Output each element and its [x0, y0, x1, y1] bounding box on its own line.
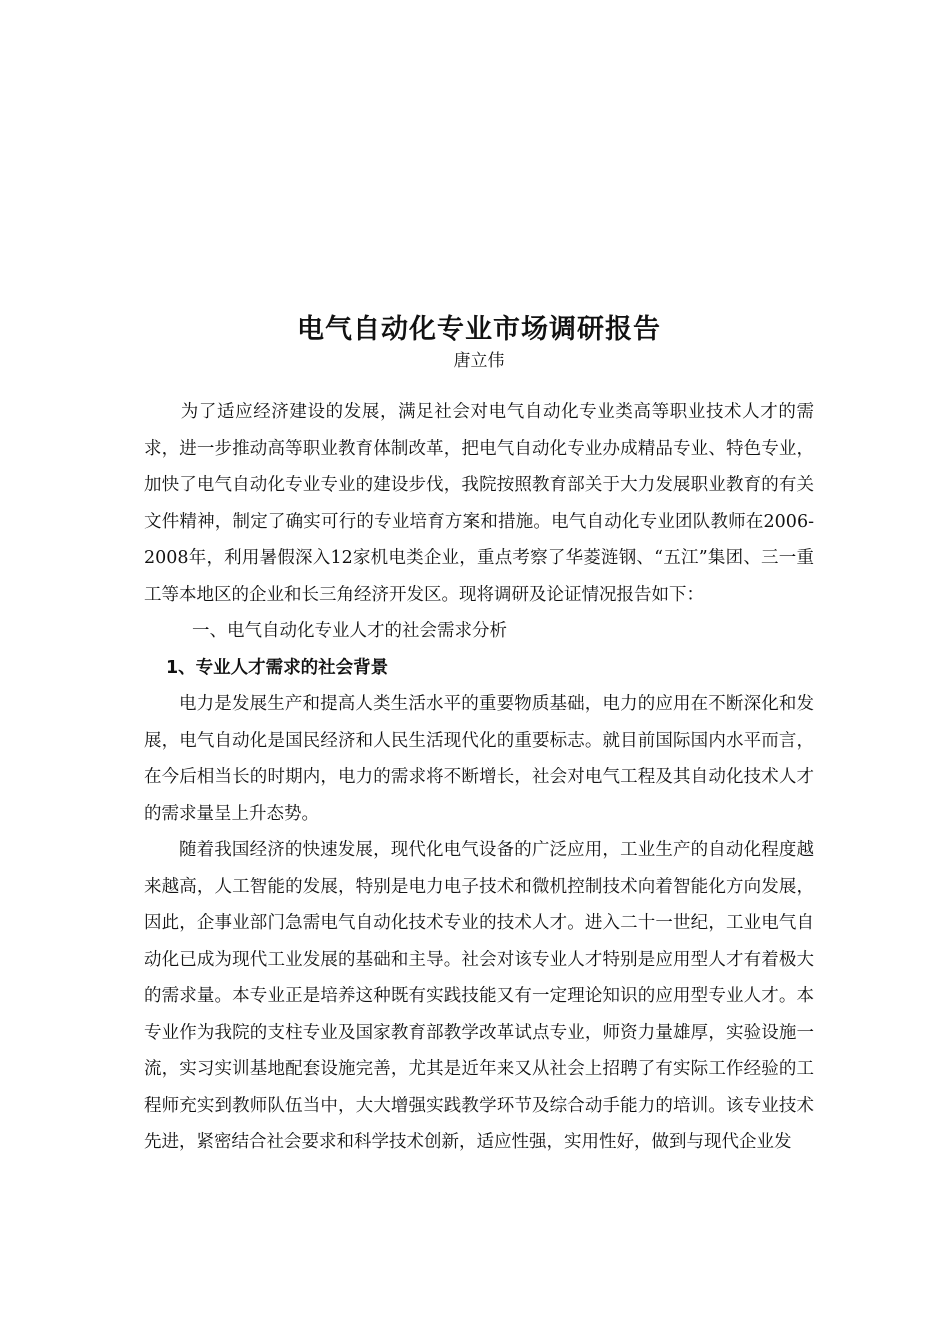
subsection-heading: 1、专业人才需求的社会背景	[166, 657, 389, 678]
intro-paragraph: 为了适应经济建设的发展，满足社会对电气自动化专业类高等职业技术人才的需求，进一步推动高等职业教育体制改革，把电气自动化专业办成精品专业、特色专业，加快了电气自动化专业专业的建设步伐，我院按照教育部关于大力发展职业教育的有关文件精神，制定了确实可行的专业培育方案和措施。电气自动化专业团队教师在2006-2008年，利用暑假深入12家机电类企业，重点考察了华菱涟钢、“五江”集团、三一重工等本地区的企业和长三角经济开发区。现将调研及论证情况报告如下：	[144, 402, 814, 605]
document-title: 电气自动化专业市场调研报告	[297, 314, 661, 345]
body-paragraph: 电力是发展生产和提高人类生活水平的重要物质基础，电力的应用在不断深化和发展，电气自动化是国民经济和人民生活现代化的重要标志。就目前国际国内水平而言，在今后相当长的时期内，电力的需求将不断增长，社会对电气工程及其自动化技术人才的需求量呈上升态势。	[144, 694, 814, 824]
body-paragraph: 随着我国经济的快速发展，现代化电气设备的广泛应用，工业生产的自动化程度越来越高，人工智能的发展，特别是电力电子技术和微机控制技术向着智能化方向发展，因此，企事业部门急需电气自动化技术专业的技术人才。进入二十一世纪，工业电气自动化已成为现代工业发展的基础和主导。社会对该专业人才特别是应用型人才有着极大的需求量。本专业正是培养这种既有实践技能又有一定理论知识的应用型专业人才。本专业作为我院的支柱专业及国家教育部教学改革试点专业，师资力量雄厚，实验设施一流，实习实训基地配套设施完善，尤其是近年来又从社会上招聘了有实际工作经验的工程师充实到教师队伍当中，大大增强实践教学环节及综合动手能力的培训。该专业技术先进，紧密结合社会要求和科学技术创新，适应性强，实用性好，做到与现代企业发	[144, 840, 814, 1152]
section-heading: 一、电气自动化专业人才的社会需求分析	[192, 621, 507, 641]
document-author: 唐立伟	[453, 351, 505, 371]
document-body	[144, 310, 814, 1161]
